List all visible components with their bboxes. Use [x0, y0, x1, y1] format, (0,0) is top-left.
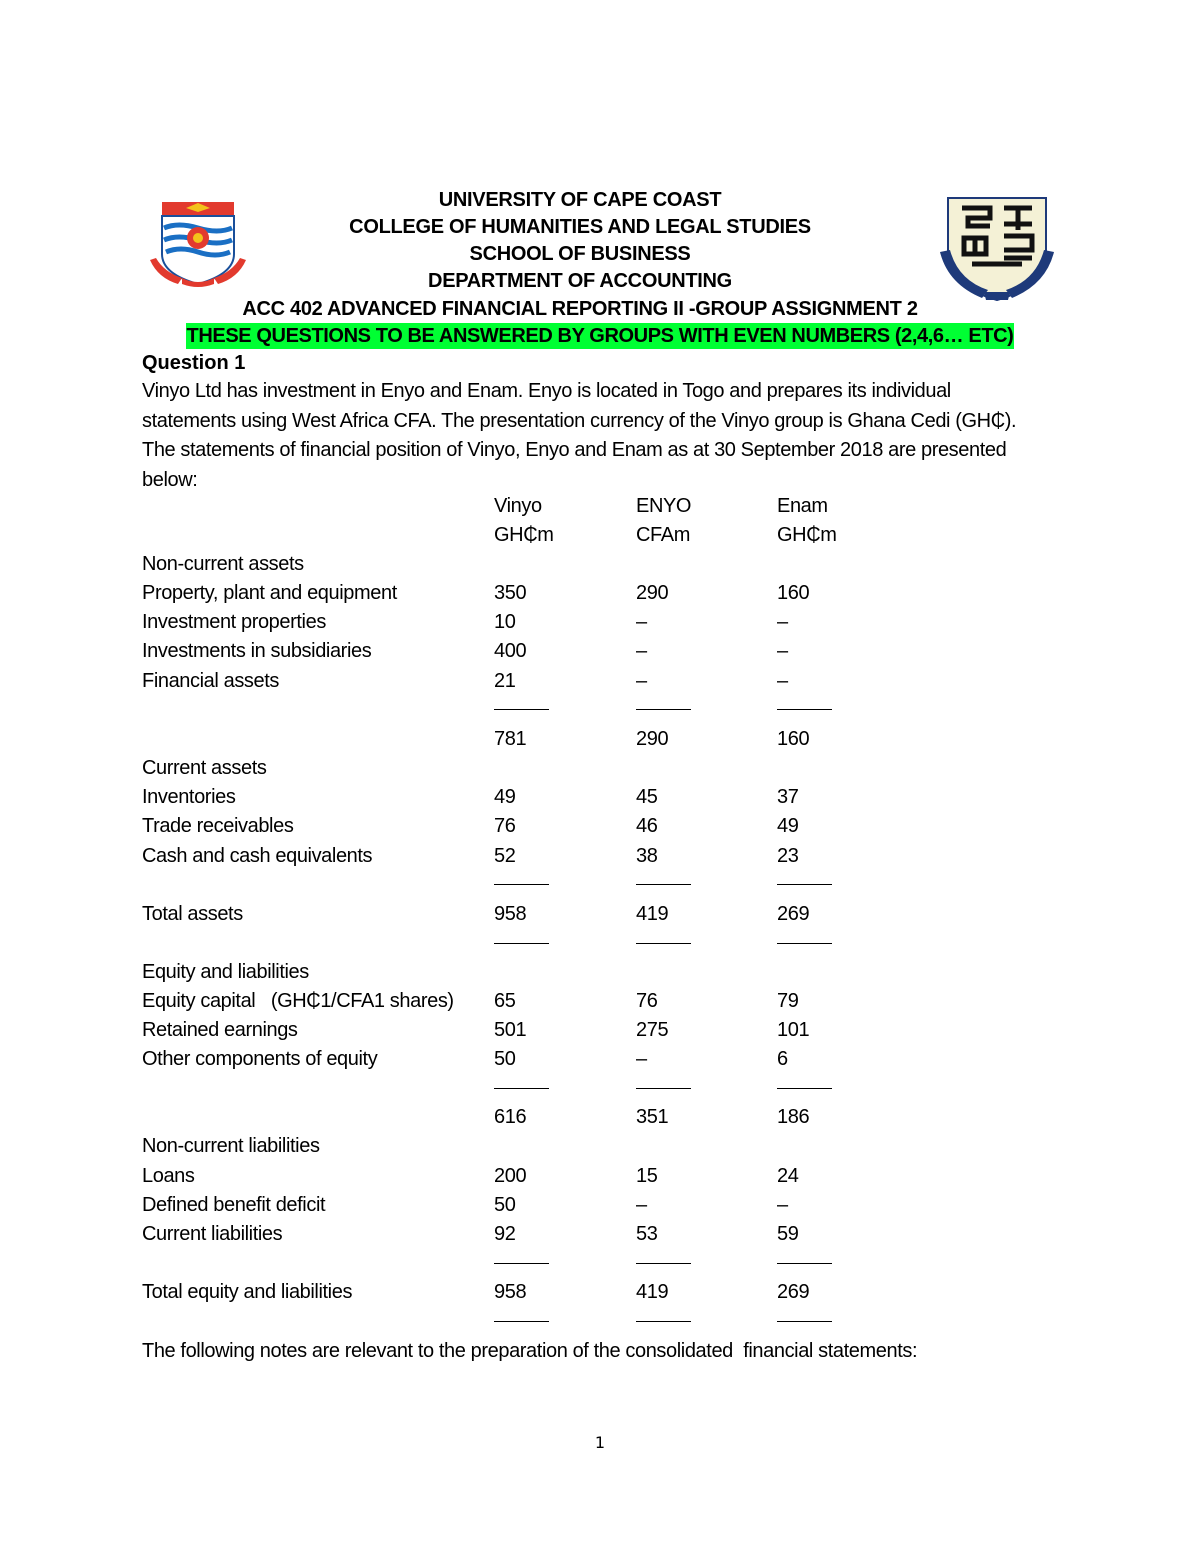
- value-enam: 79: [777, 990, 799, 1012]
- value-enyo: 290: [636, 728, 669, 750]
- table-row: [0, 579, 1200, 608]
- table-row: [0, 637, 1200, 666]
- row-label: Current assets: [142, 757, 267, 779]
- column-names-row: [0, 492, 1200, 521]
- value-enam: 49: [777, 815, 799, 837]
- value-enam: 101: [777, 1019, 810, 1041]
- column-unit-vinyo: GH₵m: [494, 524, 554, 546]
- value-enyo: 15: [636, 1165, 658, 1187]
- table-row: [0, 1016, 1200, 1045]
- value-enam: 269: [777, 903, 810, 925]
- value-enam: 24: [777, 1165, 799, 1187]
- row-label: Total assets: [142, 903, 243, 925]
- row-label: Total equity and liabilities: [142, 1281, 353, 1303]
- row-label: Defined benefit deficit: [142, 1194, 326, 1216]
- row-label: Financial assets: [142, 670, 279, 692]
- value-vinyo: 958: [494, 1281, 527, 1303]
- row-label: Current liabilities: [142, 1223, 283, 1245]
- table-row: [0, 1132, 1200, 1161]
- table-row: [0, 842, 1200, 871]
- value-enyo: 45: [636, 786, 658, 808]
- value-enyo: –: [636, 611, 647, 633]
- row-label: Equity capital (GH₵1/CFA1 shares): [142, 990, 454, 1012]
- page-number: 1: [594, 1433, 606, 1452]
- question-title: Question 1: [142, 352, 246, 374]
- value-enyo: 419: [636, 903, 669, 925]
- column-name-vinyo: Vinyo: [494, 495, 542, 517]
- table-row: [0, 783, 1200, 812]
- table-row-subtotal: [0, 1103, 1200, 1132]
- row-label: Equity and liabilities: [142, 961, 309, 983]
- header-school: SCHOOL OF BUSINESS: [469, 243, 691, 265]
- header-department: DEPARTMENT OF ACCOUNTING: [428, 270, 732, 292]
- value-vinyo: 400: [494, 640, 527, 662]
- value-vinyo: 501: [494, 1019, 527, 1041]
- value-vinyo: 616: [494, 1106, 527, 1128]
- table-row: [0, 1220, 1200, 1249]
- value-enyo: –: [636, 1194, 647, 1216]
- table-row: [0, 754, 1200, 783]
- value-enam: –: [777, 611, 788, 633]
- column-unit-enam: GH₵m: [777, 524, 837, 546]
- total-rule: [494, 943, 549, 944]
- subtotal-rule: [636, 1088, 691, 1089]
- total-rule: [636, 943, 691, 944]
- column-name-enam: Enam: [777, 495, 828, 517]
- subtotal-rule: [777, 1088, 832, 1089]
- value-enam: 59: [777, 1223, 799, 1245]
- value-enam: –: [777, 640, 788, 662]
- question-intro: Vinyo Ltd has investment in Enyo and Enam. Enyo is located in Togo and prepares its individual statements using West Africa CFA. The presentation currency of the Vinyo group is Ghana Cedi (GH₵). The statements of financial position of Vinyo, Enyo and Enam as at 30 September 2018 are presented below:: [142, 380, 1017, 491]
- column-unit-enyo: CFAm: [636, 524, 690, 546]
- value-enam: 186: [777, 1106, 810, 1128]
- row-label: Investment properties: [142, 611, 326, 633]
- value-vinyo: 65: [494, 990, 516, 1012]
- total-rule: [777, 943, 832, 944]
- subtotal-rule: [636, 884, 691, 885]
- table-row-total: [0, 900, 1200, 929]
- value-vinyo: 50: [494, 1048, 516, 1070]
- total-rule: [494, 1321, 549, 1322]
- row-label: Non-current assets: [142, 553, 304, 575]
- value-vinyo: 50: [494, 1194, 516, 1216]
- value-vinyo: 10: [494, 611, 516, 633]
- value-enam: 23: [777, 845, 799, 867]
- value-enyo: –: [636, 670, 647, 692]
- header-college: COLLEGE OF HUMANITIES AND LEGAL STUDIES: [349, 216, 811, 238]
- value-enyo: 351: [636, 1106, 669, 1128]
- header-course: ACC 402 ADVANCED FINANCIAL REPORTING II -GROUP ASSIGNMENT 2: [242, 298, 918, 320]
- row-label: Loans: [142, 1165, 195, 1187]
- subtotal-rule: [636, 1263, 691, 1264]
- row-label: Trade receivables: [142, 815, 294, 837]
- value-enyo: 76: [636, 990, 658, 1012]
- row-label: Retained earnings: [142, 1019, 298, 1041]
- table-row: [0, 1045, 1200, 1074]
- value-enyo: 46: [636, 815, 658, 837]
- value-vinyo: 200: [494, 1165, 527, 1187]
- value-enyo: –: [636, 640, 647, 662]
- table-row: [0, 1162, 1200, 1191]
- value-vinyo: 52: [494, 845, 516, 867]
- row-label: Investments in subsidiaries: [142, 640, 372, 662]
- value-vinyo: 92: [494, 1223, 516, 1245]
- value-enyo: 38: [636, 845, 658, 867]
- subtotal-rule: [777, 884, 832, 885]
- table-row: [0, 667, 1200, 696]
- value-vinyo: 781: [494, 728, 527, 750]
- value-enam: 6: [777, 1048, 788, 1070]
- value-vinyo: 21: [494, 670, 516, 692]
- column-name-enyo: ENYO: [636, 495, 692, 517]
- table-row: [0, 958, 1200, 987]
- subtotal-rule: [777, 709, 832, 710]
- subtotal-rule: [494, 884, 549, 885]
- row-label: Inventories: [142, 786, 236, 808]
- subtotal-rule: [777, 1263, 832, 1264]
- table-row-total: [0, 1278, 1200, 1307]
- highlight-instruction: THESE QUESTIONS TO BE ANSWERED BY GROUPS WITH EVEN NUMBERS (2,4,6… ETC): [186, 325, 1014, 347]
- value-vinyo: 76: [494, 815, 516, 837]
- value-vinyo: 958: [494, 903, 527, 925]
- value-enam: 160: [777, 728, 810, 750]
- subtotal-rule: [494, 709, 549, 710]
- value-enam: 269: [777, 1281, 810, 1303]
- subtotal-rule: [636, 709, 691, 710]
- value-enam: –: [777, 670, 788, 692]
- value-enyo: 53: [636, 1223, 658, 1245]
- value-enam: 160: [777, 582, 810, 604]
- column-units-row: [0, 521, 1200, 550]
- row-label: Non-current liabilities: [142, 1135, 320, 1157]
- table-row: [0, 1191, 1200, 1220]
- value-enam: 37: [777, 786, 799, 808]
- value-vinyo: 49: [494, 786, 516, 808]
- table-row: [0, 987, 1200, 1016]
- value-enyo: 290: [636, 582, 669, 604]
- value-enam: –: [777, 1194, 788, 1216]
- row-label: Property, plant and equipment: [142, 582, 397, 604]
- subtotal-rule: [494, 1088, 549, 1089]
- subtotal-rule: [494, 1263, 549, 1264]
- table-row: [0, 608, 1200, 637]
- value-enyo: 419: [636, 1281, 669, 1303]
- table-row-subtotal: [0, 725, 1200, 754]
- total-rule: [777, 1321, 832, 1322]
- header-university: UNIVERSITY OF CAPE COAST: [438, 189, 722, 211]
- total-rule: [636, 1321, 691, 1322]
- row-label: Other components of equity: [142, 1048, 378, 1070]
- value-enyo: –: [636, 1048, 647, 1070]
- row-label: Cash and cash equivalents: [142, 845, 373, 867]
- notes-intro: The following notes are relevant to the preparation of the consolidated financial statements:: [142, 1340, 918, 1362]
- value-enyo: 275: [636, 1019, 669, 1041]
- table-row: [0, 812, 1200, 841]
- table-row: [0, 550, 1200, 579]
- value-vinyo: 350: [494, 582, 527, 604]
